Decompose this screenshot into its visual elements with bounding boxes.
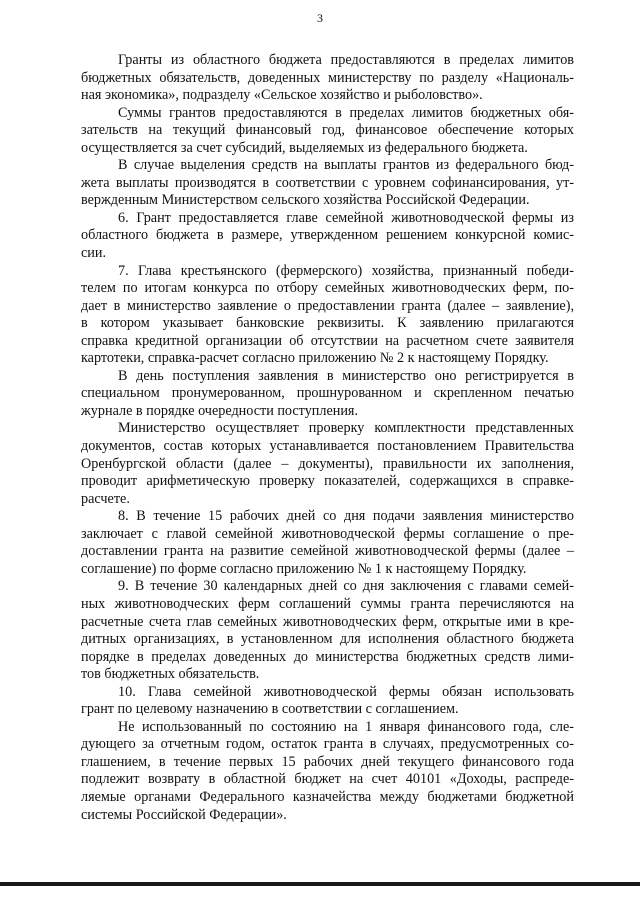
text-line: сии. (81, 245, 107, 262)
text-line: глашением, в течение первых 15 рабочих дней текущего финансового года (81, 753, 574, 770)
text-line: справка кредитной организации об отсутствии на расчетном счете заявителя (81, 332, 574, 349)
text-line: картотеки, справка-расчет согласно приложению № 2 к настоящему Порядку. (81, 350, 549, 367)
text-line: Не использованный по состоянию на 1 января финансового года, сле- (118, 718, 574, 735)
text-line: вержденным Министерством сельского хозяйства Российской Федерации. (81, 192, 530, 209)
text-line: осуществляется за счет субсидий, выделяемых из федерального бюджета. (81, 139, 528, 156)
text-line: ная экономика», подразделу «Сельское хозяйство и рыболовство». (81, 87, 483, 104)
text-line: грант по целевому назначению в соответствии с соглашением. (81, 701, 459, 718)
text-line: дующего за отчетным годом, остаток гранта в случаях, предусмотренных со- (81, 736, 574, 753)
text-line: расчете. (81, 490, 130, 507)
text-line: В случае выделения средств на выплаты грантов из федерального бюд- (118, 157, 574, 174)
text-line: дитных организациях, в установленном для исполнения областного бюджета (81, 631, 574, 648)
text-line: расчетные счета глав семейных животноводческих ферм, открытые ими в кре- (81, 613, 574, 630)
text-line: зательств на текущий финансовый год, финансовое обеспечение которых (81, 122, 574, 139)
text-line: проводит арифметическую проверку показателей, содержащихся в справке- (81, 473, 574, 490)
text-line: подлежит возврату в областной бюджет на счет 40101 «Доходы, распреде- (81, 771, 574, 788)
text-line: бюджетных обязательств, доведенных министерству по разделу «Националь- (81, 69, 574, 86)
text-line: 7. Глава крестьянского (фермерского) хозяйства, признанный победи- (118, 262, 574, 279)
text-line: Оренбургской области (далее – документы), правильности их заполнения, (81, 455, 574, 472)
paragraph (81, 210, 574, 263)
text-line: системы Российской Федерации». (81, 806, 287, 823)
text-line: областного бюджета в размере, утвержденном решением конкурсной комис- (81, 227, 574, 244)
text-line: в котором указывает банковские реквизиты. К заявлению прилагаются (81, 315, 574, 332)
text-line: 6. Грант предоставляется главе семейной животноводческой фермы из (118, 209, 574, 226)
text-line: документов, состав которых устанавливается постановлением Правительства (81, 438, 574, 455)
text-line: тов бюджетных обязательств. (81, 666, 260, 683)
text-line: журнале в порядке очередности поступления. (81, 402, 359, 419)
paragraph (81, 263, 574, 368)
text-line: телем по итогам конкурса по отбору семейных животноводческих ферм, по- (81, 280, 574, 297)
text-line: доставлении гранта на развитие семейной животноводческой фермы (далее – (81, 543, 574, 560)
text-line: специальном пронумерованном, прошнурованном и скрепленном печатью (81, 385, 574, 402)
paragraph (81, 719, 574, 824)
text-line: 9. В течение 30 календарных дней со дня заключения с главами семей- (118, 578, 574, 595)
page-bottom-edge (0, 882, 640, 886)
text-line: Министерство осуществляет проверку комплектности представленных (118, 420, 574, 437)
paragraph (81, 105, 574, 158)
text-line: Суммы грантов предоставляются в пределах лимитов бюджетных обя- (118, 104, 574, 121)
paragraph (81, 420, 574, 508)
text-line: заключает с главой семейной животноводческой фермы соглашение о пре- (81, 525, 574, 542)
paragraph (81, 157, 574, 210)
text-line: ных животноводческих ферм соглашений суммы гранта перечисляются на (81, 595, 574, 612)
text-line: дает в министерство заявление о предоставлении гранта (далее – заявление), (81, 297, 574, 314)
page-number: 3 (317, 11, 323, 25)
text-line: порядке в пределах доведенных до министерства бюджетных средств лими- (81, 648, 574, 665)
text-line: В день поступления заявления в министерство оно регистрируется в (118, 367, 574, 384)
text-line: 8. В течение 15 рабочих дней со дня подачи заявления министерство (118, 508, 574, 525)
paragraph (81, 684, 574, 719)
paragraph (81, 52, 574, 105)
paragraph (81, 508, 574, 578)
paragraph (81, 578, 574, 683)
text-line: ляемые органами Федерального казначейства между бюджетами бюджетной (81, 788, 574, 805)
text-line: Гранты из областного бюджета предоставляются в пределах лимитов (118, 52, 574, 68)
text-line: соглашение) по форме согласно приложению № 1 к настоящему Порядку. (81, 560, 527, 577)
paragraph (81, 368, 574, 421)
document-body (81, 52, 574, 824)
text-line: 10. Глава семейной животноводческой фермы обязан использовать (118, 683, 574, 700)
text-line: жета выплаты производятся в соответствии с уровнем софинансирования, ут- (81, 174, 574, 191)
